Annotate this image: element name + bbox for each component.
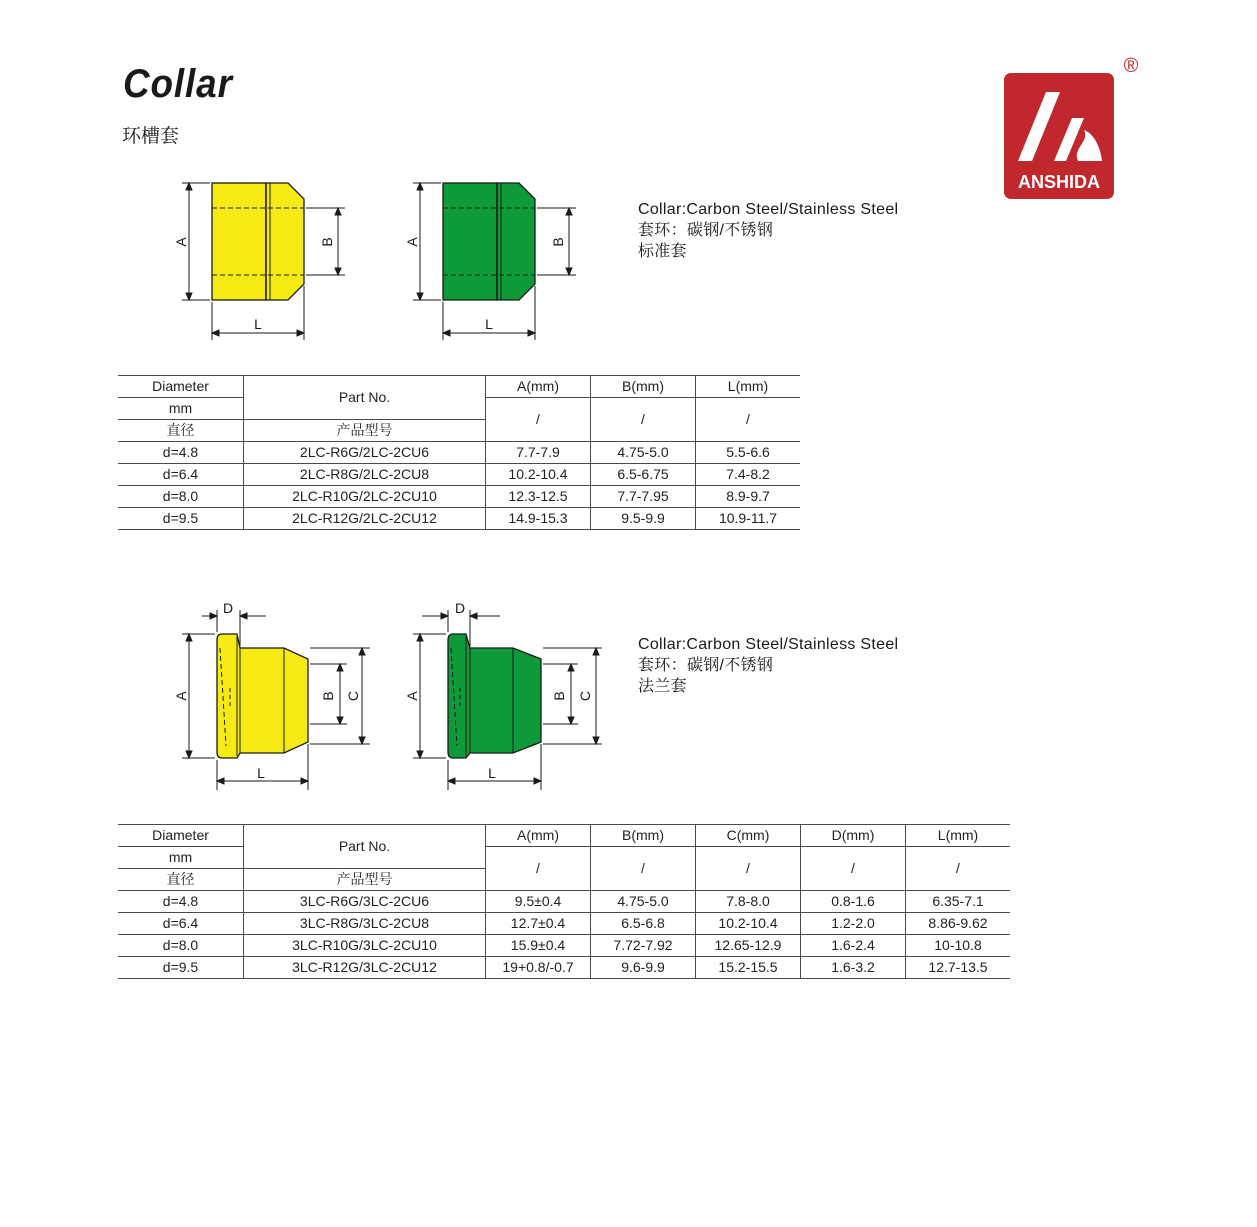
dim-label-a: A: [173, 237, 189, 247]
diameter-cell: d=4.8: [118, 442, 244, 464]
dim-label-a: A: [404, 237, 420, 247]
value-cell: 14.9-15.3: [486, 508, 591, 530]
flange-collar-description: [638, 634, 898, 697]
value-cell: 5.5-6.6: [696, 442, 801, 464]
standard-collar-description: [638, 199, 898, 262]
material-en: Collar:Carbon Steel/Stainless Steel: [638, 636, 899, 653]
part-no-header: Part No.: [244, 376, 486, 420]
table-row: [118, 913, 1010, 935]
value-cell: 7.7-7.95: [591, 486, 696, 508]
value-cell: 8.9-9.7: [696, 486, 801, 508]
part-cell: 2LC-R12G/2LC-2CU12: [244, 508, 486, 530]
value-cell: 6.5-6.75: [591, 464, 696, 486]
dim-label-b: B: [319, 237, 335, 247]
value-cell: 15.2-15.5: [696, 957, 801, 979]
value-cell: 7.8-8.0: [696, 891, 801, 913]
dim-label-d: D: [454, 600, 466, 616]
green-standard-collar: [443, 183, 535, 300]
yellow-standard-collar: [212, 183, 304, 300]
column-header: L(mm): [696, 376, 801, 398]
value-cell: 10.2-10.4: [486, 464, 591, 486]
dim-label-d: D: [222, 600, 234, 616]
standard-collar-diagrams: [160, 170, 590, 350]
value-cell: 12.65-12.9: [696, 935, 801, 957]
dim-label-l: L: [488, 765, 496, 781]
dim-label-l: L: [254, 316, 262, 332]
part-no-cn: 产品型号: [244, 869, 486, 891]
column-header: B(mm): [591, 825, 696, 847]
unit-cell: /: [486, 847, 591, 891]
anshida-logo: [1002, 56, 1142, 201]
part-cell: 2LC-R6G/2LC-2CU6: [244, 442, 486, 464]
diameter-cell: d=8.0: [118, 486, 244, 508]
value-cell: 6.35-7.1: [906, 891, 1011, 913]
unit-cell: /: [696, 847, 801, 891]
page-title: Collar: [123, 62, 233, 106]
registered-mark: ®: [1123, 56, 1139, 77]
unit-cell: /: [591, 847, 696, 891]
diameter-cell: d=6.4: [118, 913, 244, 935]
diameter-cn: 直径: [118, 869, 244, 891]
part-cell: 2LC-R8G/2LC-2CU8: [244, 464, 486, 486]
value-cell: 1.2-2.0: [801, 913, 906, 935]
unit-cell: /: [696, 398, 801, 442]
value-cell: 4.75-5.0: [591, 442, 696, 464]
table-row: [118, 935, 1010, 957]
part-cell: 3LC-R10G/3LC-2CU10: [244, 935, 486, 957]
diameter-cn: 直径: [118, 420, 244, 442]
part-cell: 3LC-R6G/3LC-2CU6: [244, 891, 486, 913]
logo-brand-text: ANSHIDA: [1017, 172, 1101, 192]
value-cell: 19+0.8/-0.7: [486, 957, 591, 979]
value-cell: 4.75-5.0: [591, 891, 696, 913]
diameter-cell: d=4.8: [118, 891, 244, 913]
value-cell: 12.7-13.5: [906, 957, 1011, 979]
value-cell: 8.86-9.62: [906, 913, 1011, 935]
table-row: [118, 508, 800, 530]
value-cell: 9.6-9.9: [591, 957, 696, 979]
material-en: Collar:Carbon Steel/Stainless Steel: [638, 201, 899, 218]
column-header: B(mm): [591, 376, 696, 398]
table-row: [118, 442, 800, 464]
value-cell: 12.3-12.5: [486, 486, 591, 508]
unit-cell: /: [906, 847, 1011, 891]
part-cell: 2LC-R10G/2LC-2CU10: [244, 486, 486, 508]
diameter-cell: d=9.5: [118, 957, 244, 979]
yellow-flange-collar: [217, 634, 308, 758]
table-row: [118, 957, 1010, 979]
dim-label-c: C: [345, 690, 361, 702]
dim-label-a: A: [173, 691, 189, 701]
flange-collar-table: [118, 824, 1010, 979]
part-no-cn: 产品型号: [244, 420, 486, 442]
part-cell: 3LC-R8G/3LC-2CU8: [244, 913, 486, 935]
diameter-cell: d=6.4: [118, 464, 244, 486]
diameter-cell: d=9.5: [118, 508, 244, 530]
column-header: A(mm): [486, 825, 591, 847]
part-no-header: Part No.: [244, 825, 486, 869]
diameter-header: Diameter: [118, 825, 244, 847]
dim-label-l: L: [485, 316, 493, 332]
table-row: [118, 464, 800, 486]
value-cell: 1.6-2.4: [801, 935, 906, 957]
value-cell: 9.5-9.9: [591, 508, 696, 530]
standard-collar-table: [118, 375, 800, 530]
value-cell: 12.7±0.4: [486, 913, 591, 935]
unit-cell: /: [486, 398, 591, 442]
dim-label-b: B: [551, 691, 567, 701]
table-row: [118, 486, 800, 508]
diameter-header: Diameter: [118, 376, 244, 398]
dim-label-c: C: [577, 690, 593, 702]
dim-label-b: B: [320, 691, 336, 701]
value-cell: 1.6-3.2: [801, 957, 906, 979]
column-header: C(mm): [696, 825, 801, 847]
diameter-unit: mm: [118, 847, 244, 869]
green-flange-collar: [448, 634, 541, 758]
value-cell: 0.8-1.6: [801, 891, 906, 913]
value-cell: 10.2-10.4: [696, 913, 801, 935]
page-subtitle: 环槽套: [122, 126, 180, 147]
unit-cell: /: [591, 398, 696, 442]
value-cell: 7.7-7.9: [486, 442, 591, 464]
dim-label-a: A: [404, 691, 420, 701]
value-cell: 9.5±0.4: [486, 891, 591, 913]
flange-collar-diagrams: [160, 598, 610, 793]
part-cell: 3LC-R12G/3LC-2CU12: [244, 957, 486, 979]
collar-type-cn: 标准套: [638, 243, 687, 260]
diameter-unit: mm: [118, 398, 244, 420]
material-cn: 套环：碳钢/不锈钢: [638, 657, 774, 674]
table-row: [118, 891, 1010, 913]
unit-cell: /: [801, 847, 906, 891]
dim-label-b: B: [550, 237, 566, 247]
value-cell: 10-10.8: [906, 935, 1011, 957]
value-cell: 15.9±0.4: [486, 935, 591, 957]
column-header: A(mm): [486, 376, 591, 398]
value-cell: 6.5-6.8: [591, 913, 696, 935]
material-cn: 套环：碳钢/不锈钢: [638, 222, 774, 239]
column-header: D(mm): [801, 825, 906, 847]
diameter-cell: d=8.0: [118, 935, 244, 957]
column-header: L(mm): [906, 825, 1011, 847]
collar-type-cn: 法兰套: [638, 678, 687, 695]
value-cell: 7.72-7.92: [591, 935, 696, 957]
value-cell: 7.4-8.2: [696, 464, 801, 486]
value-cell: 10.9-11.7: [696, 508, 801, 530]
dim-label-l: L: [257, 765, 265, 781]
